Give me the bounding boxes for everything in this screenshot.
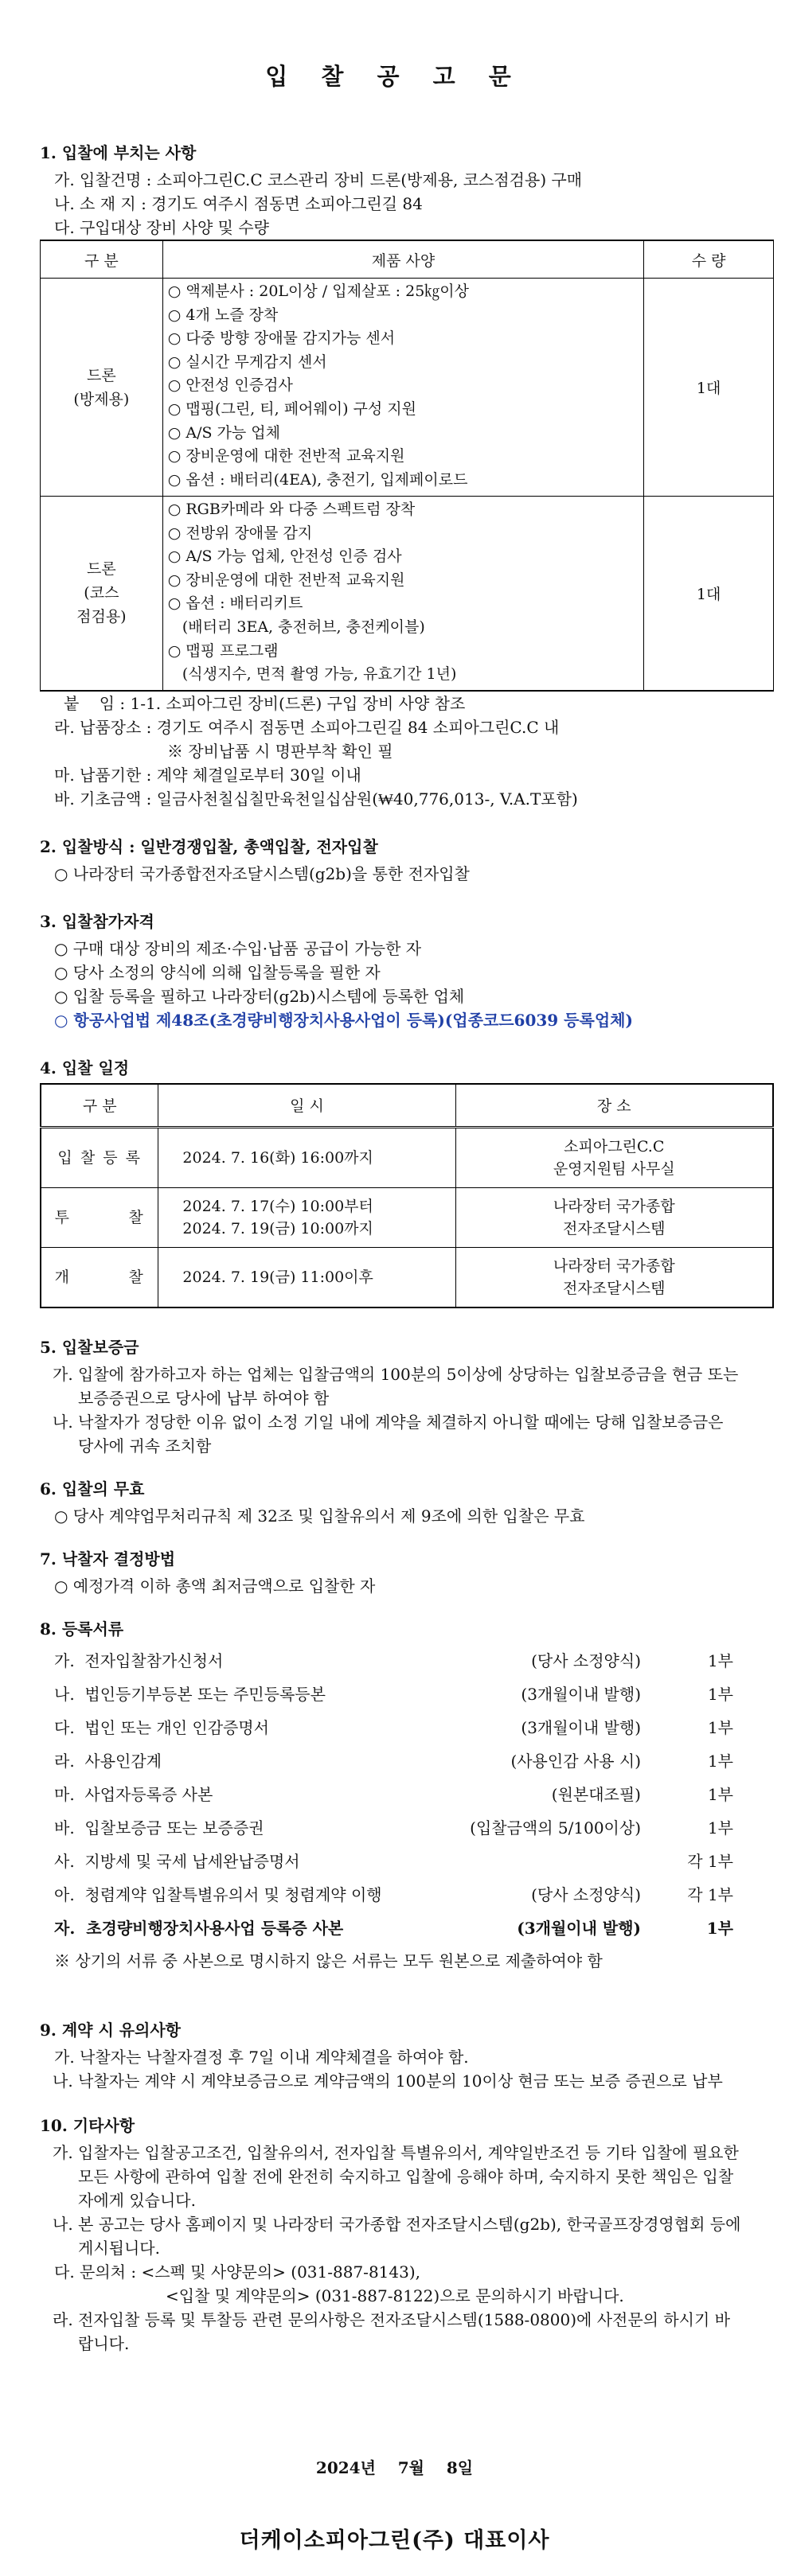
document-note: (당사 소정양식): [531, 1884, 641, 1904]
document-count: 1부: [707, 1784, 733, 1804]
spec-item: ○ 4개 노즐 장착: [167, 306, 279, 324]
schedule-time-line: 2024. 7. 17(수) 10:00부터: [182, 1197, 373, 1215]
schedule-time: [158, 1127, 455, 1187]
schedule-row-registration: [41, 1127, 773, 1187]
schedule-label: 입 찰 등 록: [41, 1127, 158, 1187]
page-title: 입 찰 공 고 문: [265, 63, 524, 90]
spec-item: ○ 액제분사 : 20L이상 / 입제살포 : 25㎏이상: [167, 283, 470, 300]
spec-row-inspection-drone: [41, 497, 774, 691]
winner-method-line: ○ 예정가격 이하 총액 최저금액으로 입찰한 자: [54, 1576, 376, 1596]
schedule-time: [158, 1247, 455, 1307]
section-10: [40, 2114, 749, 2356]
schedule-time: [158, 1187, 455, 1247]
bid-method-line: ○ 나라장터 국가종합전자조달시스템(g2b)을 통한 전자입찰: [54, 863, 470, 883]
spec-qty: 1대: [644, 497, 774, 691]
document-item: [40, 1845, 749, 1878]
schedule-place-line: 나라장터 국가종합: [553, 1257, 675, 1275]
schedule-place-line: 전자조달시스템: [563, 1279, 666, 1297]
section-2-heading: 2. 입찰방식 : 일반경쟁입찰, 총액입찰, 전자입찰: [40, 836, 378, 856]
category-line: (코스: [84, 584, 119, 602]
document-item: [40, 1778, 749, 1811]
spec-row-spraying-drone: [41, 279, 774, 497]
spec-caption: 다. 구입대상 장비 사양 및 수량: [54, 218, 269, 237]
delivery-place-note: ※ 장비납품 시 명판부착 확인 필: [167, 741, 393, 761]
document-label: 가. 전자입찰참가신청서: [54, 1650, 224, 1670]
spec-item: ○ 옵션 : 배터리키트: [167, 594, 303, 613]
document-item: [40, 1744, 749, 1778]
category-line: 드론: [87, 560, 116, 579]
notice-date: 2024년 7월 8일: [315, 2458, 474, 2477]
spec-item: ○ 장비운영에 대한 전반적 교육지원: [167, 571, 405, 589]
spec-header-qty: 수 량: [644, 240, 774, 279]
schedule-place-line: 전자조달시스템: [563, 1219, 666, 1237]
document-note: (3개월이내 발행): [517, 1918, 641, 1938]
section-4-heading: 4. 입찰 일정: [40, 1058, 130, 1078]
section-7: [40, 1547, 749, 1598]
attachment-note: 붙 임 : 1-1. 소피아그린 장비(드론) 구입 장비 사양 참조: [64, 693, 466, 713]
misc-rule-a: 가. 입찰자는 입찰공고조건, 입찰유의서, 전자입찰 특별유의서, 계약일반조건 등 기타 입찰에 필요한 모든 사항에 관하여 입찰 전에 완전히 숙지하고 입찰에 응해야 하며, 숙지하지 못한 책임은 입찰자에게 있습니다.: [53, 2142, 739, 2210]
document-count: 1부: [706, 1918, 733, 1938]
document-item: [40, 1711, 749, 1744]
qualification-line: ○ 당사 소정의 양식에 의해 입찰등록을 필한 자: [54, 962, 381, 982]
section-5: [40, 1335, 749, 1458]
document-footnote: ※ 상기의 서류 중 사본으로 명시하지 않은 서류는 모두 원본으로 제출하여야 함: [54, 1951, 603, 1970]
schedule-table: [40, 1083, 774, 1308]
document-item: [40, 1811, 749, 1845]
document-item: [40, 1878, 749, 1912]
document-note: (원본대조필): [551, 1784, 641, 1804]
spec-table: [40, 240, 774, 692]
qualification-line: ○ 구매 대상 장비의 제조·수입·납품 공급이 가능한 자: [54, 938, 422, 958]
section-8-heading: 8. 등록서류: [40, 1619, 124, 1639]
document-label: 다. 법인 또는 개인 인감증명서: [54, 1717, 269, 1737]
category-line: 점검용): [76, 608, 127, 626]
document-count: 1부: [707, 1684, 733, 1704]
section-5-heading: 5. 입찰보증금: [40, 1337, 139, 1357]
document-item: [40, 1912, 749, 1945]
spec-item: ○ 실시간 무게감지 센서: [167, 353, 327, 371]
schedule-header-time: 일 시: [158, 1084, 455, 1128]
document-note: (당사 소정양식): [531, 1650, 641, 1670]
misc-rule-b: 나. 본 공고는 당사 홈페이지 및 나라장터 국가종합 전자조달시스템(g2b), 한국골프장경영협회 등에 게시됩니다.: [53, 2214, 741, 2258]
spec-header-spec: 제품 사양: [162, 240, 644, 279]
spec-item: ○ A/S 가능 업체, 안전성 인증 검사: [167, 548, 402, 566]
company-signature: 더케이소피아그린(주) 대표이사: [239, 2528, 550, 2553]
section-8: [40, 1617, 749, 1977]
document-label: 마. 사업자등록증 사본: [54, 1784, 213, 1804]
spec-item: (식생지수, 면적 촬영 가능, 유효기간 1년): [167, 665, 457, 684]
document-count: 1부: [707, 1717, 733, 1737]
document-label: 사. 지방세 및 국세 납세완납증명서: [54, 1851, 300, 1871]
section-10-heading: 10. 기타사항: [40, 2115, 135, 2135]
section-4: [40, 1056, 749, 1308]
spec-qty: 1대: [644, 279, 774, 497]
schedule-row-opening: [41, 1247, 773, 1307]
document-count: 각 1부: [687, 1884, 733, 1904]
schedule-row-bidding: [41, 1187, 773, 1247]
schedule-place-line: 운영지원팀 사무실: [553, 1159, 675, 1178]
schedule-header-place: 장 소: [455, 1084, 773, 1128]
schedule-time-line: 2024. 7. 16(화) 16:00까지: [182, 1148, 373, 1167]
section-2: [40, 835, 749, 886]
spec-item: ○ 옵션 : 배터리(4EA), 충전기, 입제페이로드: [167, 470, 468, 489]
document-item: [40, 1678, 749, 1711]
category-line: 드론: [87, 366, 116, 384]
deposit-rule-a: 가. 입찰에 참가하고자 하는 업체는 입찰금액의 100분의 5이상에 상당하는 입찰보증금을 현금 또는 보증증권으로 당사에 납부 하여야 함: [53, 1364, 739, 1408]
spec-header-category: 구 분: [41, 240, 163, 279]
schedule-place: [455, 1127, 773, 1187]
spec-items: [162, 497, 644, 691]
spec-category: [41, 497, 163, 691]
misc-rule-d: 라. 전자입찰 등록 및 투찰등 관련 문의사항은 전자조달시스템(1588-0800)에 사전문의 하시기 바랍니다.: [53, 2309, 730, 2353]
section-6: [40, 1477, 749, 1528]
spec-item: (배터리 3EA, 충전허브, 충전케이블): [167, 618, 425, 636]
contact-line-1: 다. 문의처 : <스펙 및 사양문의> (031-887-8143),: [54, 2262, 421, 2282]
document-label: 아. 청렴계약 입찰특별유의서 및 청렴계약 이행: [54, 1884, 382, 1904]
spec-item: ○ 전방위 장애물 감지: [167, 524, 313, 542]
section-7-heading: 7. 낙찰자 결정방법: [40, 1549, 176, 1569]
document-note: (3개월이내 발행): [521, 1684, 641, 1704]
schedule-place: [455, 1187, 773, 1247]
spec-item: ○ A/S 가능 업체: [167, 423, 280, 442]
schedule-time-line: 2024. 7. 19(금) 10:00까지: [182, 1219, 373, 1237]
schedule-time-line: 2024. 7. 19(금) 11:00이후: [182, 1268, 373, 1286]
invalid-bid-line: ○ 당사 계약업무처리규칙 제 32조 및 입찰유의서 제 9조에 의한 입찰은 무효: [54, 1506, 585, 1526]
delivery-place-line: 라. 납품장소 : 경기도 여주시 점동면 소피아그린길 84 소피아그린C.C 내: [54, 717, 560, 737]
qualification-line: ○ 입찰 등록을 필하고 나라장터(g2b)시스템에 등록한 업체: [54, 986, 465, 1006]
schedule-label: 개 찰: [41, 1247, 158, 1307]
spec-item: ○ RGB카메라 와 다중 스펙트럼 장착: [167, 501, 416, 518]
spec-item: ○ 맵핑(그린, 티, 페어웨이) 구성 지원: [167, 399, 417, 418]
section-3-heading: 3. 입찰참가자격: [40, 911, 154, 931]
delivery-deadline-line: 마. 납품기한 : 계약 체결일로부터 30일 이내: [54, 765, 361, 785]
section-3: [40, 910, 749, 1032]
deposit-rule-b: 나. 낙찰자가 정당한 이유 없이 소정 기일 내에 계약을 체결하지 아니할 때에는 당해 입찰보증금은 당사에 귀속 조치함: [53, 1412, 724, 1456]
schedule-place-line: 나라장터 국가종합: [553, 1197, 675, 1215]
document-note: (사용인감 사용 시): [510, 1751, 641, 1771]
spec-item: ○ 다중 방향 장애물 감지가능 센서: [167, 329, 396, 348]
contact-line-2: <입찰 및 계약문의> (031-887-8122)으로 문의하시기 바랍니다.: [166, 2286, 624, 2305]
document-note: (입찰금액의 5/100이상): [470, 1818, 641, 1837]
spec-item: ○ 안전성 인증검사: [167, 376, 293, 395]
schedule-header: [41, 1084, 773, 1128]
section-9: [40, 2018, 749, 2093]
section-1-heading: 1. 입찰에 부치는 사항: [40, 143, 197, 162]
schedule-label: 투 찰: [41, 1187, 158, 1247]
schedule-place-line: 소피아그린C.C: [564, 1137, 665, 1155]
document-label: 나. 법인등기부등본 또는 주민등록등본: [54, 1684, 326, 1704]
category-line: (방제용): [73, 390, 130, 408]
document-item: [40, 1644, 749, 1678]
spec-category: [41, 279, 163, 497]
schedule-place: [455, 1247, 773, 1307]
document-count: 1부: [707, 1751, 733, 1771]
contract-rule-a: 가. 낙찰자는 낙찰자결정 후 7일 이내 계약체결을 하여야 함.: [54, 2047, 469, 2067]
document-note: (3개월이내 발행): [521, 1717, 641, 1737]
bid-title-line: 가. 입찰건명 : 소피아그린C.C 코스관리 장비 드론(방제용, 코스점검용) 구매: [54, 170, 583, 189]
document-count: 각 1부: [687, 1851, 733, 1871]
contract-rule-b: 나. 낙찰자는 계약 시 계약보증금으로 계약금액의 100분의 10이상 현금 또는 보증 증권으로 납부: [53, 2071, 723, 2091]
document-label: 자. 초경량비행장치사용사업 등록증 사본: [54, 1918, 344, 1938]
schedule-header-category: 구 분: [41, 1084, 158, 1128]
section-9-heading: 9. 계약 시 유의사항: [40, 2020, 182, 2040]
document-label: 라. 사용인감계: [54, 1751, 162, 1771]
qualification-line-highlighted: ○ 항공사업법 제48조(초경량비행장치사용사업이 등록)(업종코드6039 등록업체): [54, 1010, 633, 1030]
document-label: 바. 입찰보증금 또는 보증증권: [54, 1818, 264, 1837]
spec-item: ○ 장비운영에 대한 전반적 교육지원: [167, 447, 405, 466]
document-count: 1부: [707, 1818, 733, 1837]
base-amount-line: 바. 기초금액 : 일금사천칠십칠만육천일십삼원(₩40,776,013-, V.A.T포함): [54, 789, 578, 809]
section-6-heading: 6. 입찰의 무효: [40, 1479, 145, 1498]
spec-items: [162, 279, 644, 497]
spec-table-header: [41, 240, 774, 279]
location-line: 나. 소 재 지 : 경기도 여주시 점동면 소피아그린길 84: [54, 194, 423, 213]
spec-item: ○ 맵핑 프로그램: [167, 641, 279, 660]
section-1: [40, 141, 749, 811]
document-count: 1부: [707, 1650, 733, 1670]
